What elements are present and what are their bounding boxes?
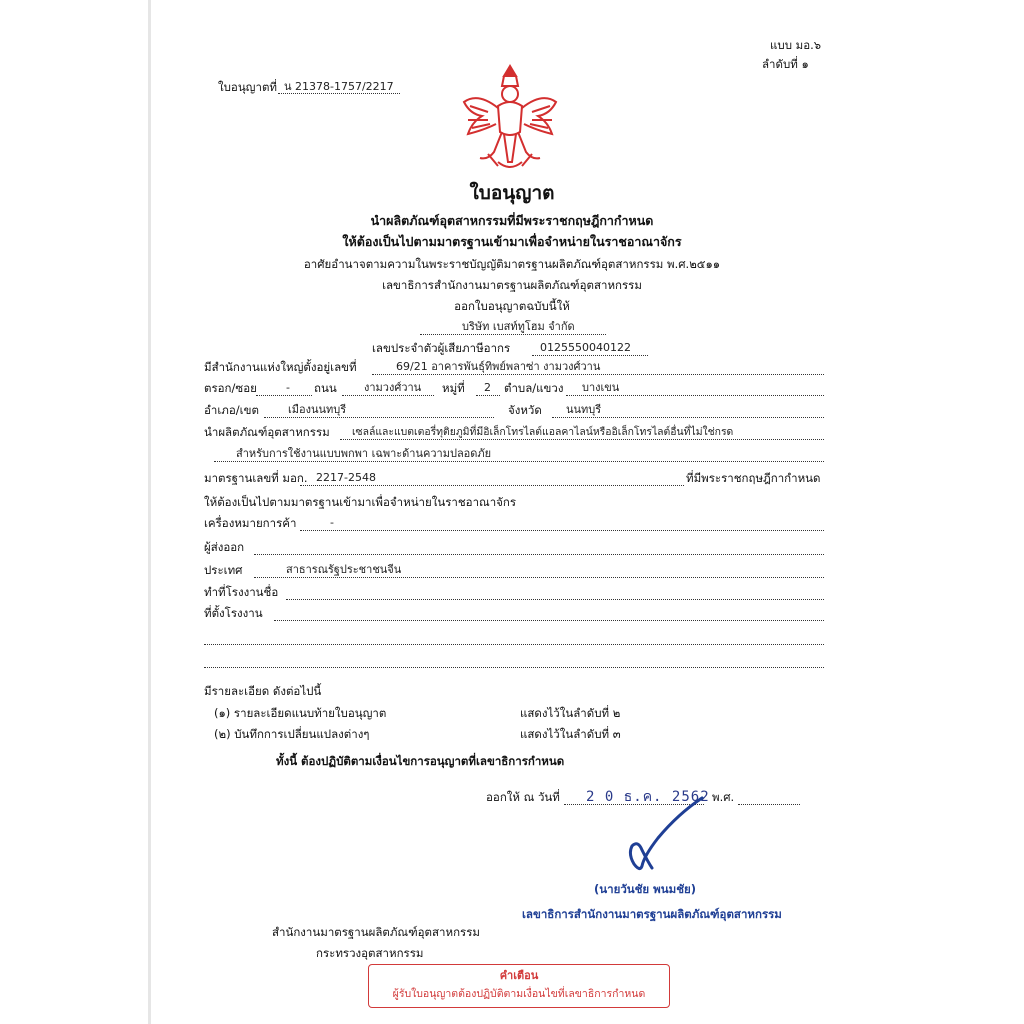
- trademark-value: -: [330, 516, 334, 529]
- conform-line: ให้ต้องเป็นไปตามมาตรฐานเข้ามาเพื่อจำหน่ายในราชอาณาจักร: [204, 495, 517, 509]
- province-line: [552, 417, 824, 418]
- subdistrict-label: ตำบล/แขวง: [504, 381, 564, 395]
- district-line: [264, 417, 494, 418]
- era-label: พ.ศ.: [712, 790, 735, 804]
- company-line: [420, 334, 606, 335]
- warning-box: [368, 964, 670, 1008]
- subtitle-1: นำผลิตภัณฑ์อุตสาหกรรมที่มีพระราชกฤษฎีกากำหนด: [370, 213, 654, 228]
- country-line: [254, 577, 824, 578]
- sender-line: [254, 554, 824, 555]
- detail-1-text: (๑) รายละเอียดแนบท้ายใบอนุญาต: [214, 706, 387, 720]
- signer-name: (นายวันชัย พนมชัย): [594, 882, 697, 896]
- issued-date-stamp: 2 0 ธ.ค. 2562: [586, 789, 710, 805]
- standard-value: 2217-2548: [316, 471, 376, 484]
- factory-location-label: ที่ตั้งโรงงาน: [204, 606, 263, 620]
- tax-id-value: 0125550040122: [540, 341, 631, 354]
- product-value-2: สำหรับการใช้งานแบบพกพา เฉพาะด้านความปลอดภัย: [236, 447, 492, 460]
- warning-title: คำเตือน: [499, 969, 539, 982]
- form-code: แบบ มอ.๖: [770, 38, 822, 52]
- scan-edge: [148, 0, 151, 1024]
- subdistrict-line: [566, 395, 824, 396]
- sender-label: ผู้ส่งออก: [204, 540, 245, 554]
- tax-id-label: เลขประจำตัวผู้เสียภาษีอากร: [372, 341, 511, 355]
- province-label: จังหวัด: [508, 403, 542, 417]
- office-line-2: กระทรวงอุตสาหกรรม: [316, 946, 424, 960]
- tax-id-line: [532, 355, 648, 356]
- office-line-1: สำนักงานมาตรฐานผลิตภัณฑ์อุตสาหกรรม: [272, 925, 480, 939]
- trademark-line: [300, 530, 824, 531]
- standard-suffix: ที่มีพระราชกฤษฎีกากำหนด: [686, 471, 821, 485]
- detail-2-reference: แสดงไว้ในลำดับที่ ๓: [520, 727, 621, 741]
- sequence-number: ลำดับที่ ๑: [762, 57, 809, 71]
- road-line: [342, 395, 434, 396]
- moo-line: [476, 395, 500, 396]
- warning-text: ผู้รับใบอนุญาตต้องปฏิบัติตามเงื่อนไขที่เลขาธิการกำหนด: [392, 988, 646, 1000]
- country-value: สาธารณรัฐประชาชนจีน: [286, 563, 402, 576]
- province-value: นนทบุรี: [566, 403, 602, 416]
- compliance-line: ทั้งนี้ ต้องปฏิบัติตามเงื่อนไขการอนุญาตที่เลขาธิการกำหนด: [276, 754, 565, 768]
- license-no-label: ใบอนุญาตที่: [218, 80, 277, 94]
- product-line-1: [340, 439, 824, 440]
- standard-label: มาตรฐานเลขที่ มอก.: [204, 471, 308, 485]
- soi-line: [256, 395, 312, 396]
- standard-line: [300, 485, 684, 486]
- era-line: [738, 804, 800, 805]
- moo-label: หมู่ที่: [442, 381, 465, 395]
- product-line-2: [214, 461, 824, 462]
- authority-line: อาศัยอำนาจตามความในพระราชบัญญัติมาตรฐานผลิตภัณฑ์อุตสาหกรรม พ.ศ.๒๕๑๑: [303, 257, 721, 271]
- secretary-line: เลขาธิการสำนักงานมาตรฐานผลิตภัณฑ์อุตสาหกรรม: [382, 278, 642, 292]
- license-no-value: น 21378-1757/2217: [284, 80, 394, 93]
- soi-value: -: [286, 381, 290, 394]
- main-title: ใบอนุญาต: [469, 182, 555, 204]
- soi-label: ตรอก/ซอย: [204, 381, 257, 395]
- signer-title: เลขาธิการสำนักงานมาตรฐานผลิตภัณฑ์อุตสาหกรรม: [522, 907, 782, 921]
- garuda-emblem-icon: [458, 62, 562, 174]
- detail-2-text: (๒) บันทึกการเปลี่ยนแปลงต่างๆ: [214, 727, 370, 741]
- company-name: บริษัท เบสท์ทูโฮม จำกัด: [462, 320, 575, 333]
- issued-label: ออกให้ ณ วันที่: [486, 790, 560, 804]
- factory-location-line: [274, 620, 824, 621]
- handwritten-signature: [618, 794, 708, 874]
- district-label: อำเภอ/เขต: [204, 403, 259, 417]
- trademark-label: เครื่องหมายการค้า: [204, 516, 297, 530]
- license-no-line: [278, 93, 400, 94]
- product-label: นำผลิตภัณฑ์อุตสาหกรรม: [204, 425, 330, 439]
- moo-value: 2: [484, 381, 491, 394]
- details-heading: มีรายละเอียด ดังต่อไปนี้: [204, 684, 322, 698]
- district-value: เมืองนนทบุรี: [288, 403, 347, 416]
- product-value-1: เซลล์และแบตเตอรี่ทุติยภูมิที่มีอิเล็กโทรไลต์แอลคาไลน์หรืออิเล็กโทรไลต์อื่นที่ไม่ใช่กรด: [352, 426, 734, 438]
- hq-line: [372, 374, 824, 375]
- hq-value: 69/21 อาคารพันธุ์ทิพย์พลาซ่า งามวงศ์วาน: [396, 360, 601, 373]
- country-label: ประเทศ: [204, 563, 243, 577]
- hq-label: มีสำนักงานแห่งใหญ่ตั้งอยู่เลขที่: [204, 360, 357, 374]
- blank-line-1: [204, 644, 824, 645]
- factory-name-line: [286, 599, 824, 600]
- blank-line-2: [204, 667, 824, 668]
- road-label: ถนน: [314, 381, 337, 395]
- factory-name-label: ทำที่โรงงานชื่อ: [204, 585, 279, 599]
- issue-line: ออกใบอนุญาตฉบับนี้ให้: [454, 299, 570, 313]
- subdistrict-value: บางเขน: [582, 381, 620, 394]
- subtitle-2: ให้ต้องเป็นไปตามมาตรฐานเข้ามาเพื่อจำหน่ายในราชอาณาจักร: [342, 234, 682, 249]
- road-value: งามวงศ์วาน: [364, 381, 422, 394]
- detail-1-reference: แสดงไว้ในลำดับที่ ๒: [520, 706, 621, 720]
